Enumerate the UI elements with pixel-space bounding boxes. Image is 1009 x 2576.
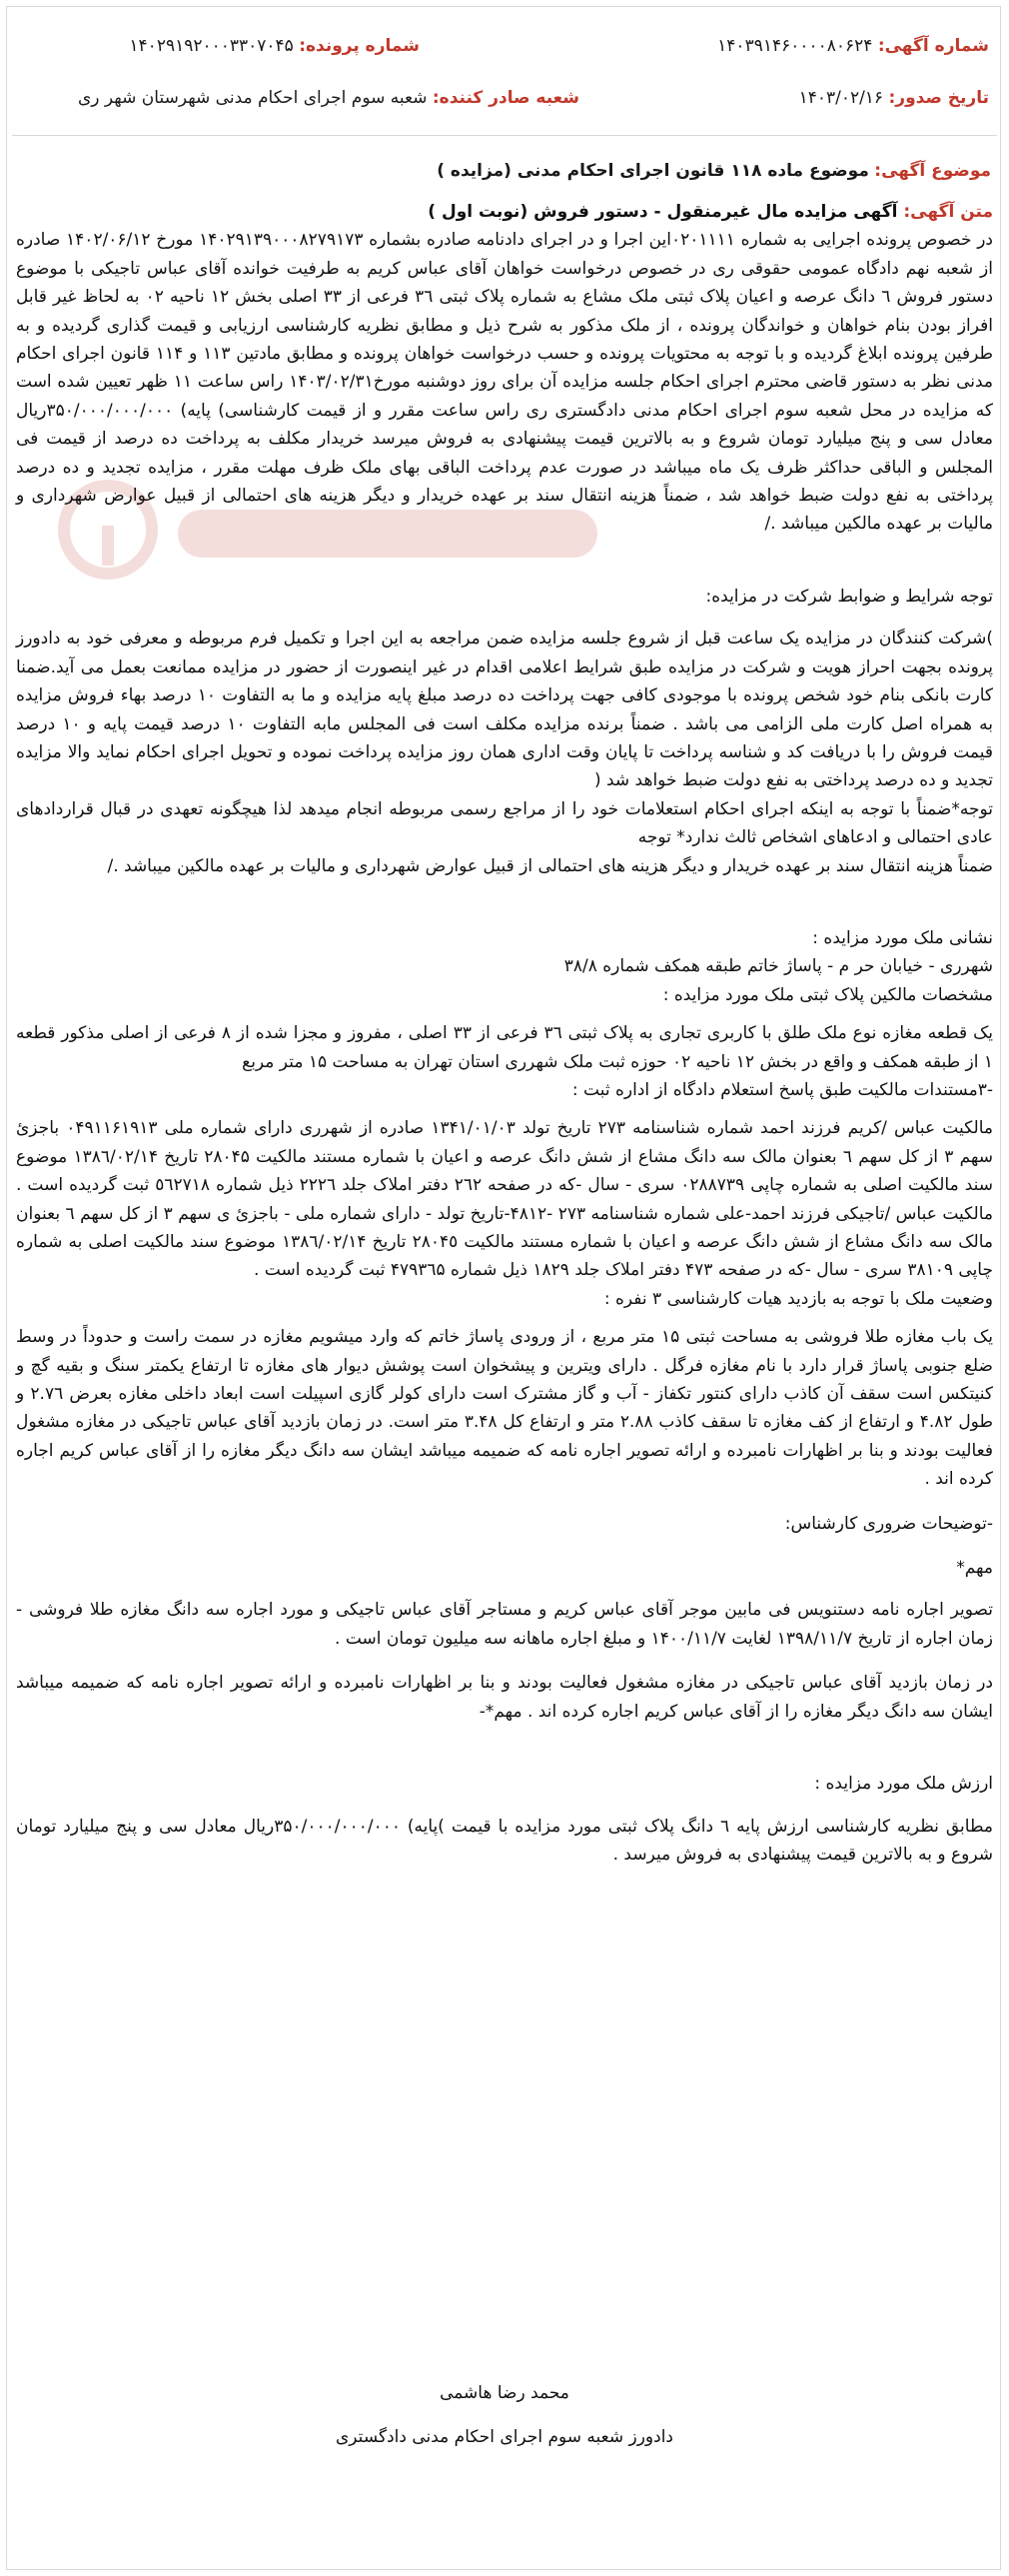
signer-title: دادورز شعبه سوم اجرای احکام مدنی دادگستری bbox=[336, 2427, 673, 2447]
body-title-row bbox=[16, 198, 993, 226]
note-paragraph-2: ضمناً هزینه انتقال سند بر عهده خریدار و دیگر هزینه های احتمالی از قبیل عوارض شهرداری و مالیات بر عهده مالکین میباشد ./ bbox=[107, 855, 993, 876]
signature-block bbox=[0, 2378, 1009, 2452]
address-heading: نشانی ملک مورد مزایده : bbox=[812, 927, 993, 948]
signer-name: محمد رضا هاشمی bbox=[440, 2383, 569, 2403]
issue-date-value: ۱۴۰۳/۰۲/۱۶ bbox=[798, 88, 884, 108]
case-number-label: شماره پرونده: bbox=[299, 36, 420, 56]
subject-row bbox=[437, 158, 991, 184]
lease-paragraph: تصویر اجاره نامه دستنویس فی مابین موجر آقای عباس کریم و مستاجر آقای عباس تاجیکی و مورد اجاره سه دانگ مغازه طلا فروشی - زمان اجاره از تاریخ ۱۳۹۸/۱۱/۷ لغایت ۱۴۰۰/۱۱/۷ و مبلغ اجاره ماهانه سه میلیون تومان است . bbox=[16, 1600, 993, 1649]
subject-label: موضوع آگهی: bbox=[874, 161, 991, 181]
note-paragraph: توجه*ضمناً با توجه به اینکه اجرای احکام استعلامات خود را از مراجع رسمی مربوطه انجام میدهد لذا هیچگونه تعهدی در قبال قراردادهای عادی احتمالی و ادعاهای اشخاص ثالث ندارد* توجه bbox=[16, 798, 993, 848]
conditions-paragraph: )شرکت کنندگان در مزایده یک ساعت قبل از شروع جلسه مزایده ضمن مراجعه به این اجرا و تکمیل فرم مربوطه و معرفی خود به دادورز پرونده بجهت احراز هویت و شرکت در مزایده طبق شرایط اعلامی اقدام در غیر اینصورت از حضور در مزایده ممانعت بعمل می آید.ضمنا کارت بانکی بنام خود شخص پرونده با موجودی کافی جهت پرداخت ده درصد مبلغ پایه مزایده و ما به التفاوت ۱۰ درصد بهاء فروش مزایده به همراه اصل کارت ملی الزامی می باشد . ضمناً برنده مزایده مکلف است فی المجلس مابه التفاوت ۱۰ درصد قیمت پایه و ۱۰ درصد قیمت فروش را با دریافت کد و شناسه پرداخت تا پایان وقت اداری همان روز مزایده پرداخت نموده و تحویل اجرای احکام نماید والا مزایده تجدید و ده درصد پرداختی به نفع دولت ضبط خواهد شد ( bbox=[16, 629, 994, 791]
ad-number-label: شماره آگهی: bbox=[877, 36, 989, 56]
issuer-label: شعبه صادر کننده: bbox=[432, 88, 579, 108]
ad-number-value: ۱۴۰۳۹۱۴۶۰۰۰۰۸۰۶۲۴ bbox=[717, 36, 873, 56]
visit-paragraph: در زمان بازدید آقای عباس تاجیکی در مغازه مشغول فعالیت بودند و بنا بر اظهارات نامبرده و ارائه تصویر اجاره نامه که ضمیمه میباشد ایشان سه دانگ دیگر مغازه را از آقای عباس کریم اجاره کرده اند . مهم*- bbox=[16, 1673, 993, 1722]
ad-number bbox=[717, 34, 989, 58]
conditions-heading: توجه شرایط و ضوابط شرکت در مزایده: bbox=[705, 586, 993, 607]
subject-value: موضوع ماده ۱۱۸ قانون اجرای احکام مدنی (مزایده ) bbox=[437, 161, 869, 181]
important-label: مهم* bbox=[956, 1558, 993, 1579]
issuer-value: شعبه سوم اجرای احکام مدنی شهرستان شهر ری bbox=[78, 88, 428, 108]
ownership-heading: -۳مستندات مالکیت طبق پاسخ استعلام دادگاه از اداره ثبت : bbox=[571, 1079, 993, 1100]
value-heading: ارزش ملک مورد مزایده : bbox=[814, 1774, 993, 1795]
header-divider bbox=[12, 135, 997, 136]
body-title: آگهی مزایده مال غیرمنقول - دستور فروش (نوبت اول ) bbox=[428, 202, 898, 222]
ownership-paragraph: مالکیت عباس /کریم فرزند احمد شماره شناسنامه ۲۷۳ تاریخ تولد ۱۳۴۱/۰۱/۰۳ صادره از شهرری دارای شماره ملی ۰۴۹۱۱۶۱۹۱۳ باجزئ سهم ۳ از کل سهم ٦ بعنوان مالک سه دانگ مشاع از شش دانگ عرصه و اعیان با شماره مستند مالکیت ۲۸۰۴۵ تاریخ ۱۳۸٦/۰۲/۱۴ موضوع سند مالکیت اصلی به شماره چاپی ۰۲۸۸۷۳۹ سری - سال -که در صفحه ۲٦۲ دفتر املاک جلد ۲۲۲٦ ذیل شماره ٥٦۲۷۱۸ ثبت گردیده است . مالکیت عباس /تاجیکی فرزند احمد-علی شماره شناسنامه ۲۷۳ -۴۸۱۲-تاریخ تولد - دارای شماره ملی - باجزئ ی سهم ۳ از کل سهم ٦ بعنوان مالک سه دانگ مشاع از شش دانگ عرصه و اعیان با شماره مستند مالکیت ۲۸۰۴٥ تاریخ ۱۳۸٦/۰۲/۱۴ موضوع سند مالکیت اصلی به شماره چاپی ۳۸۱۰۹ سری - سال -که در صفحه ۴۷۳ دفتر املاک جلد ۱۸۲۹ ذیل شماره ۴۷۹۳٦۵ ثبت گردیده است . bbox=[16, 1118, 993, 1281]
issuer bbox=[78, 86, 579, 110]
main-paragraph: در خصوص پرونده اجرایی به شماره ۰۲۰۱۱۱۱این اجرا و در اجرای دادنامه صادره بشماره ۱۴۰۲۹۱۳۹۰۰۰۸۲۷۹۱۷۳ مورخ ۱۴۰۲/۰۶/۱۲ صادره از شعبه نهم دادگاه عمومی حقوقی ری در خصوص درخواست خواهان آقای عباس کریم به طرفیت خوانده آقای عباس تاجیکی با موضوع دستور فروش ٦ دانگ عرصه و اعیان پلاک ثبتی ملک مشاع به شماره پلاک ثبتی ۳٦ فرعی از ۳۳ اصلی بخش ۱۲ ناحیه ۰۲ به لحاظ غیر قابل افراز بودن بنام خواهان و خواندگان پرونده ، از ملک مذکور به شرح ذیل و مطابق نظریه کارشناسی ارزیابی و قیمت گذاری گردیده و به طرفین پرونده ابلاغ گردیده و با توجه به محتویات پرونده و حسب درخواست خواهان پرونده و مطابق مادتین ۱۱۳ و ۱۱۴ قانون اجرای احکام مدنی نظر به دستور قاضی محترم اجرای احکام جلسه مزایده آن برای روز دوشنبه مورخ۱۴۰۳/۰۲/۳۱ راس ساعت ۱۱ ظهر تعیین شده است که مزایده در محل شعبه سوم اجرای احکام مدنی دادگستری ری راس ساعت مقرر و از قیمت کارشناسی) پایه) ۳۵۰/۰۰۰/۰۰۰/۰۰۰ریال معادل سی و پنج میلیارد تومان شروع و به بالاترین قیمت پیشنهادی به فروش میرسد خریدار مکلف به پرداخت ده درصد از قیمت فی المجلس و الباقی حداکثر ظرف یک ماه میباشد در صورت عدم پرداخت الباقی بهای ملک ظرف مهلت مقرر ، مزایده تجدید و ده درصد پرداختی به نفع دولت ضبط خواهد شد ، ضمناً هزینه انتقال سند بر عهده خریدار و دیگر هزینه های احتمالی از قبیل عوارض شهرداری و مالیات بر عهده مالکین میباشد ./ bbox=[16, 230, 994, 535]
specs-heading: مشخصات مالکین پلاک ثبتی ملک مورد مزایده : bbox=[662, 984, 993, 1005]
notice-body bbox=[16, 198, 993, 1869]
value-paragraph: مطابق نظریه کارشناسی ارزش پایه ٦ دانگ پلاک ثبتی مورد مزایده با قیمت )پایه) ۳۵۰/۰۰۰/۰۰۰/۰۰۰ریال معادل سی و پنج میلیارد تومان شروع و به بالاترین قیمت پیشنهادی به فروش میرسد . bbox=[16, 1816, 993, 1865]
notes-heading: -توضیحات ضروری کارشناس: bbox=[784, 1513, 993, 1534]
body-text-label: متن آگهی: bbox=[903, 202, 993, 222]
status-heading: وضعیت ملک با توجه به بازدید هیات کارشناسی ۳ نفره : bbox=[603, 1288, 993, 1309]
issue-date bbox=[799, 86, 989, 110]
specs-paragraph: یک قطعه مغازه نوع ملک طلق با کاربری تجاری به پلاک ثبتی ۳٦ فرعی از ۳۳ اصلی ، مفروز و مجزا شده از ۸ فرعی از اصلی مذکور قطعه ۱ از طبقه همکف و واقع در بخش ۱۲ ناحیه ۰۲ حوزه ثبت ملک شهرری استان تهران به مساحت ۱۵ متر مربع bbox=[16, 1023, 994, 1072]
case-number-value: ۱۴۰۲۹۱۹۲۰۰۰۳۳۰۷۰۴۵ bbox=[129, 36, 294, 56]
issue-date-label: تاریخ صدور: bbox=[888, 88, 989, 108]
address-value: شهرری - خیابان حر م - پاساژ خاتم طبقه همکف شماره ۳۸/۸ bbox=[563, 956, 993, 977]
case-number bbox=[129, 34, 420, 58]
status-paragraph: یک باب مغازه طلا فروشی به مساحت ثبتی ۱۵ متر مربع ، از ورودی پاساژ خاتم که وارد میشویم مغازه در سمت راست و حدوداً در وسط ضلع جنوبی پاساژ قرار دارد با نام مغازه فرگل . دارای ویترین و پیشخوان است پوشش دیوار های مغازه تا ارتفاع یکمتر سنگ و بقیه گچ و کنیتکس است سقف آن کاذب دارای کنتور تکفاز - آب و گاز مشترک است دارای کولر گازی اسپیلت است ابعاد داخلی مغازه بعرض ۲.۷٦ و طول ۴.۸۲ و ارتفاع از کف مغازه تا سقف کاذب ۲.۸۸ متر و ارتفاع کل ۳.۴۸ متر است. در زمان بازدید آقای عباس تاجیکی در مغازه مشغول فعالیت بودند و بنا بر اظهارات نامبرده و ارائه تصویر اجاره نامه که ضمیمه میباشد ایشان سه دانگ دیگر مغازه را از آقای عباس کریم اجاره کرده اند . bbox=[16, 1327, 993, 1490]
